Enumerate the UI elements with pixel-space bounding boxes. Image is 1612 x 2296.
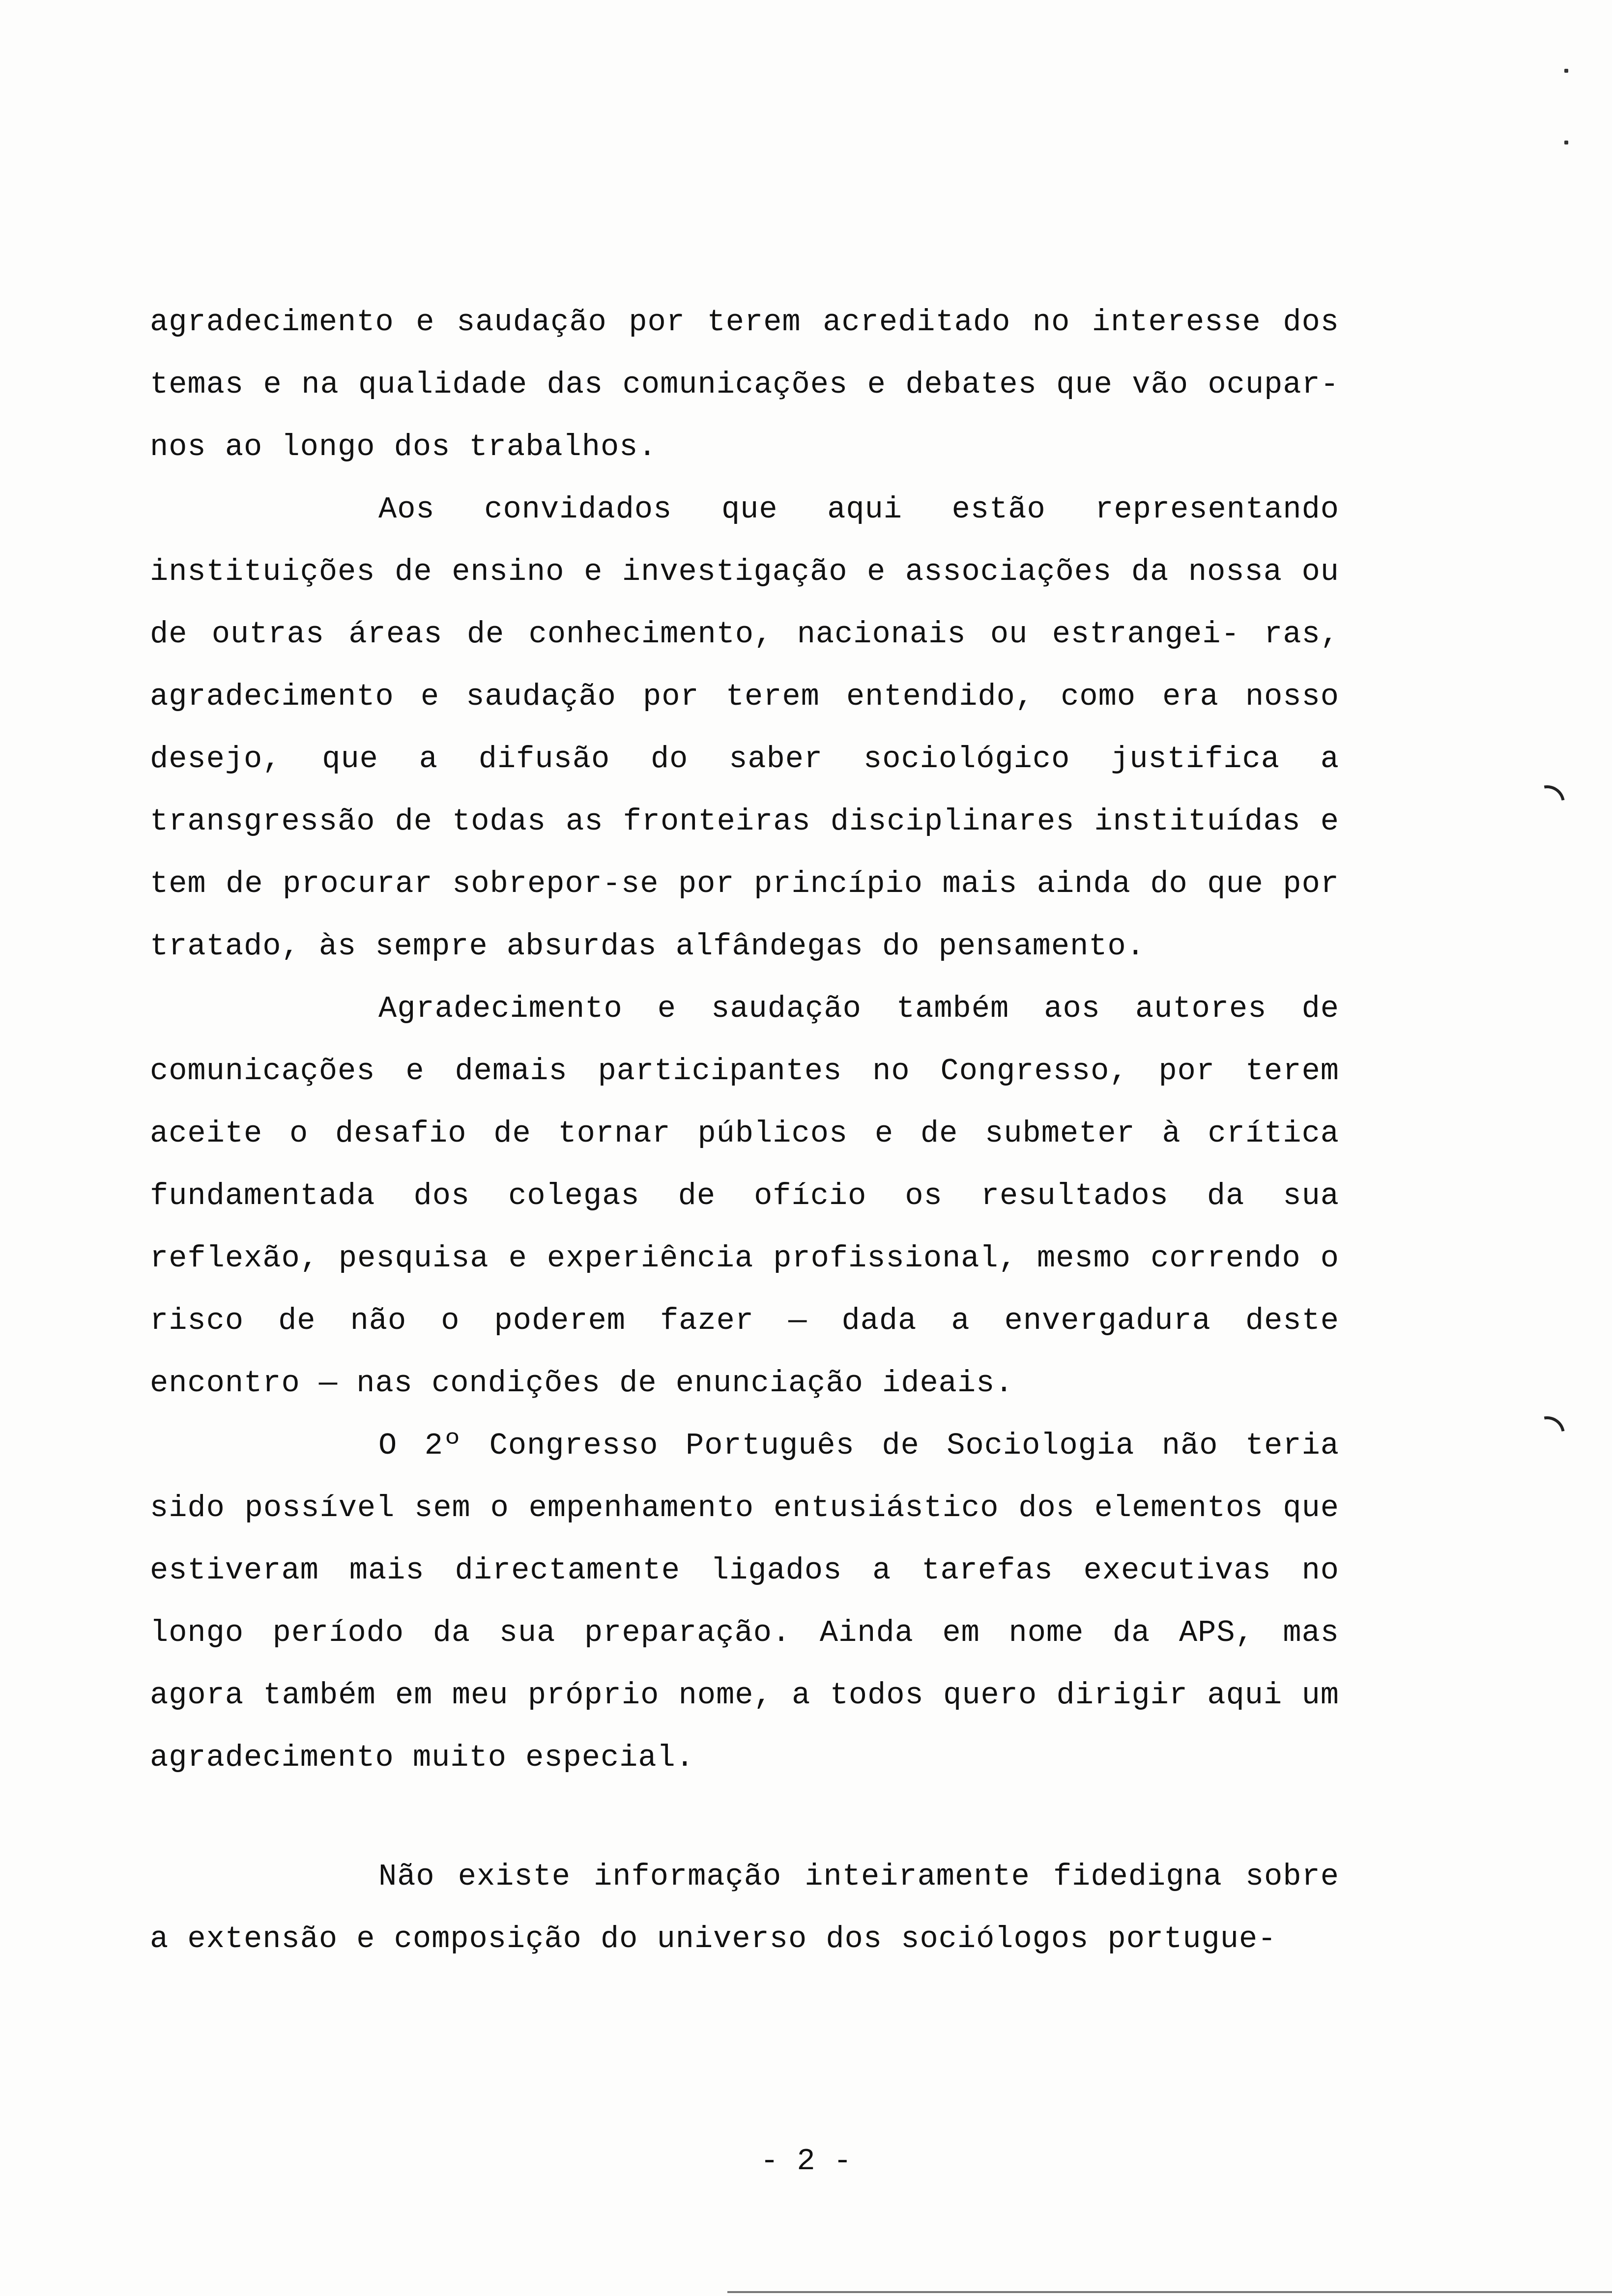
paragraph-1: agradecimento e saudação por terem acreditado no interesse dos temas e na qualidade das comunicações e debates que vão ocupar-nos ao longo dos trabalhos. bbox=[150, 305, 1339, 464]
body-text-bottom bbox=[150, 1845, 1339, 1970]
paragraph-3: Agradecimento e saudação também aos autores de comunicações e demais participantes no Congresso, por terem aceite o desafio de tornar públicos e de submeter à crítica fundamentada dos colegas de ofício os resultados da sua reflexão, pesquisa e experiência profissional, mesmo correndo o risco de não o poderem fazer — dada a envergadura deste encontro — nas condições de enunciação ideais. bbox=[150, 991, 1339, 1401]
scan-speck bbox=[1564, 141, 1568, 144]
bottom-edge-line bbox=[727, 2291, 1612, 2293]
paragraph-4: O 2º Congresso Português de Sociologia não teria sido possível sem o empenhamento entusiástico dos elementos que estiveram mais directamente ligados a tarefas executivas no longo período da sua preparação. Ainda em nome da APS, mas agora também em meu próprio nome, a todos quero dirigir aqui um agradecimento muito especial. bbox=[150, 1428, 1339, 1775]
page-number: - 2 - bbox=[760, 2144, 852, 2179]
body-text-top bbox=[150, 291, 1339, 1789]
punch-hole-mark bbox=[1523, 1409, 1572, 1459]
paragraph-5: Não existe informação inteiramente fidedigna sobre a extensão e composição do universo dos sociólogos portugue- bbox=[150, 1859, 1339, 1956]
paragraph-2: Aos convidados que aqui estão representando instituições de ensino e investigação e associações da nossa ou de outras áreas de conhecimento, nacionais ou estrangei- ras, agradecimento e saudação por terem entendido, como era nosso desejo, que a difusão do saber sociológico justifica a transgressão de todas as fronteiras disciplinares instituídas e tem de procurar sobrepor-se por princípio mais ainda do que por tratado, às sempre absurdas alfândegas do pensamento. bbox=[150, 492, 1339, 964]
punch-hole-mark bbox=[1523, 778, 1572, 828]
scan-speck bbox=[1564, 69, 1568, 73]
